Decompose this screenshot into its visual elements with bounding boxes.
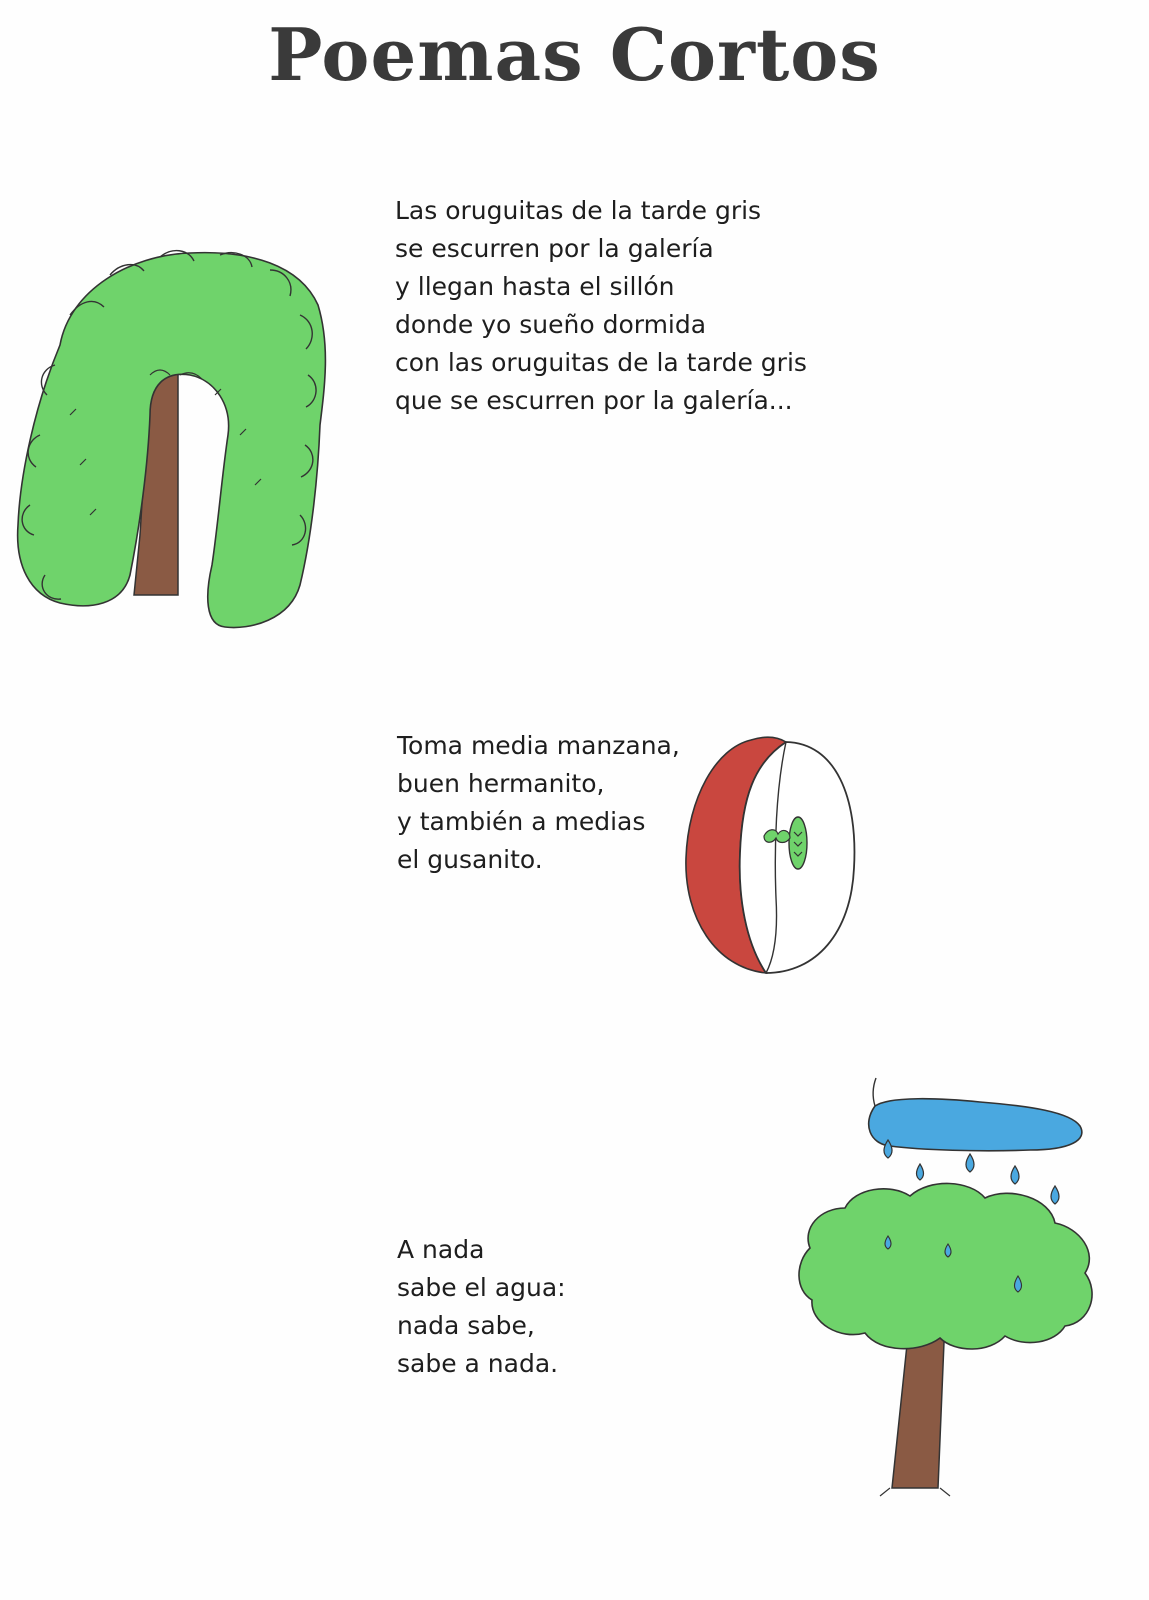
poem-line: y también a medias: [397, 807, 646, 836]
rain-tree-icon: [780, 1068, 1120, 1498]
poem-line: sabe el agua:: [397, 1273, 566, 1302]
weeping-tree-icon: [0, 235, 340, 635]
poem-line: que se escurren por la galería...: [395, 386, 793, 415]
poem-line: buen hermanito,: [397, 769, 605, 798]
poem-line: sabe a nada.: [397, 1349, 559, 1378]
poem-line: A nada: [397, 1235, 485, 1264]
poem-line: y llegan hasta el sillón: [395, 272, 675, 301]
poem-line: nada sabe,: [397, 1311, 535, 1340]
page-title: Poemas Cortos: [268, 12, 881, 97]
half-apple-icon: [676, 728, 876, 988]
poem-line: Las oruguitas de la tarde gris: [395, 196, 762, 225]
poem-oruguitas: [395, 192, 807, 420]
poem-line: con las oruguitas de la tarde gris: [395, 348, 807, 377]
poem-manzana: [397, 727, 680, 879]
poem-line: el gusanito.: [397, 845, 543, 874]
poem-line: donde yo sueño dormida: [395, 310, 707, 339]
poem-line: Toma media manzana,: [397, 731, 680, 760]
poem-agua: [397, 1231, 566, 1383]
poem-line: se escurren por la galería: [395, 234, 714, 263]
